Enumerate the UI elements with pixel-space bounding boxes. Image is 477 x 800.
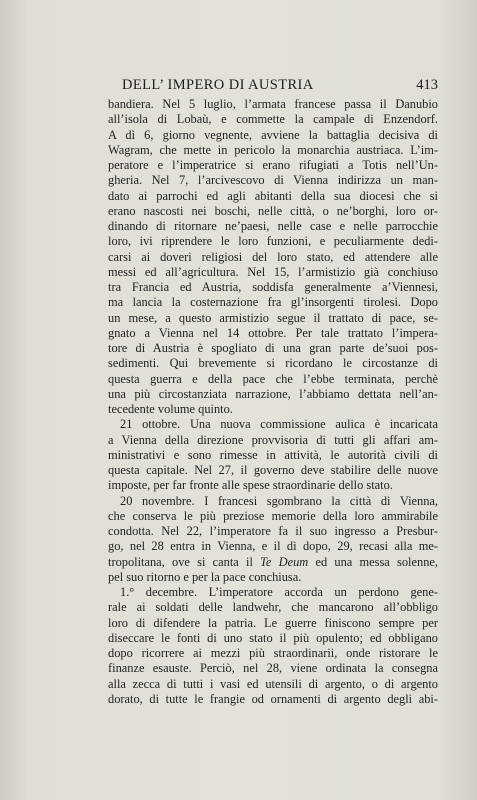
text-line: bandiera. Nel 5 luglio, l’armata francese passa il Danubio bbox=[108, 97, 438, 111]
text-line: sedimenti. Qui brevemente si ricordano le circostanze di bbox=[108, 356, 438, 371]
text-line: ministrativi e sono rimesse in attività, le autorità civili di bbox=[108, 447, 438, 462]
body-text bbox=[108, 97, 438, 707]
text-line: un mese, a questo armistizio segue il trattato di pace, se- bbox=[108, 310, 438, 325]
text-line: condotta. Nel 22, l’imperatore fa il suo ingresso a Presbur- bbox=[108, 524, 438, 538]
text-segment: tropolitana, ove si canta il bbox=[108, 554, 261, 569]
text-line: all’isola di Lobaù, e commette la campale di Enzendorf. bbox=[108, 112, 438, 127]
text-line: A dì 6, giorno vegnente, avviene la battaglia decisiva di bbox=[108, 127, 438, 142]
text-line: dato ai parrochi ed agli abitanti della sua diocesi che si bbox=[108, 188, 438, 203]
text-line: tore di Austria è spogliato di una gran parte de’suoi pos- bbox=[108, 341, 438, 355]
text-line: carsi ai doveri religiosi del loro stato, ed attendere alle bbox=[108, 249, 438, 264]
text-line: ma lancia la costernazione fra gl’insorgenti tirolesi. Dopo bbox=[108, 295, 438, 310]
text-line: dopo ricorrere ai mezzi più straordinarii, onde ristorare le bbox=[108, 646, 438, 660]
text-line: erano nascosti nei boschi, nelle città, o ne’borghi, loro or- bbox=[108, 203, 438, 218]
text-line: pel suo ritorno e per la pace conchiusa. bbox=[108, 569, 302, 584]
text-line: loro, ivi riprendere le loro funzioni, e peculiarmente dedi- bbox=[108, 234, 438, 249]
text-line: Wagram, che mette in pericolo la monarchia austriaca. L’im- bbox=[108, 142, 438, 157]
text-line: a Vienna della direzione provvisoria di tutti gli affari am- bbox=[108, 432, 438, 447]
italic-phrase: Te Deum bbox=[260, 554, 309, 569]
text-line: gheria. Nel 7, l’arcivescovo di Vienna indirizza un man- bbox=[108, 173, 438, 188]
text-line: dinando di ritornare ne’paesi, nelle case e nelle parrocchie bbox=[108, 219, 438, 233]
text-line: imposte, per far fronte alle spese straordinarie dello stato. bbox=[108, 478, 393, 493]
text-line: 1.° decembre. L’imperatore accorda un perdono gene- bbox=[120, 585, 438, 599]
text-line: diseccare le fonti di uno stato il più opulento; ed obbligano bbox=[108, 630, 438, 645]
text-segment: ed una messa solenne, bbox=[308, 554, 438, 569]
text-line: rale ai soldati delle landwehr, che mancarono all’obbligo bbox=[108, 600, 438, 615]
text-line: che conserva le più preziose memorie della loro ammirabile bbox=[108, 508, 438, 523]
page-number: 413 bbox=[416, 77, 438, 93]
page-header bbox=[108, 77, 438, 97]
text-line: loro di difendere la patria. Le guerre finiscono sempre per bbox=[108, 615, 438, 630]
text-line-with-italic bbox=[108, 555, 438, 570]
text-line: finanze esauste. Perciò, nel 28, viene ordinata la consegna bbox=[108, 661, 438, 676]
text-line: 20 novembre. I francesi sgombrano la città di Vienna, bbox=[120, 493, 438, 508]
text-line: alla zecca di tutti i vasi ed utensili di argento, o di argento bbox=[108, 676, 438, 691]
text-line: tra Francia ed Austria, soddisfa generalmente a’Viennesi, bbox=[108, 280, 438, 294]
text-line: gnato a Vienna nel 14 ottobre. Per tale trattato l’impera- bbox=[108, 325, 438, 340]
text-line: go, nel 28 entra in Vienna, e il dì dopo, 29, recasi alla me- bbox=[108, 539, 438, 554]
text-line: messi ed all’agricultura. Nel 15, l’armistizio già conchiuso bbox=[108, 264, 438, 279]
text-line: peratore e l’imperatrice si erano rifugiati a Totis nell’Un- bbox=[108, 158, 438, 172]
text-line: questa capitale. Nel 27, il governo deve stabilire delle nuove bbox=[108, 463, 438, 477]
running-head: DELL’ IMPERO DI AUSTRIA bbox=[122, 77, 314, 93]
text-line: questa guerra e della pace che l’ebbe terminata, perchè bbox=[108, 371, 438, 386]
text-line: una più circostanziata narrazione, l’abbiamo dettata nell’an- bbox=[108, 386, 438, 401]
text-line: tecedente volume quinto. bbox=[108, 402, 233, 416]
text-line: dorato, di tutte le frangie od ornamenti di argento degli abi- bbox=[108, 691, 438, 706]
text-line: 21 ottobre. Una nuova commissione aulica è incaricata bbox=[120, 417, 438, 432]
